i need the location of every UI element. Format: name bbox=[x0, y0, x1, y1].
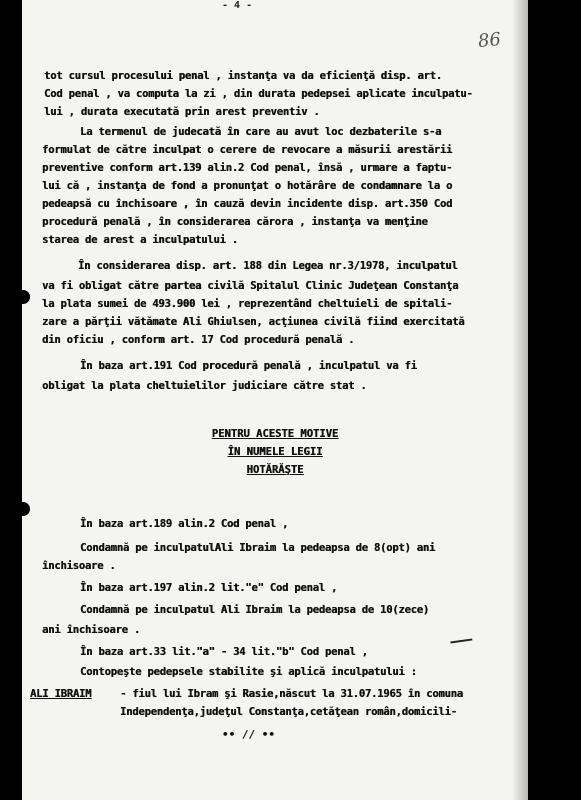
decision-line: În baza art.197 alin.2 lit."e" Cod penal , bbox=[80, 582, 338, 594]
scan-shadow bbox=[512, 0, 528, 800]
text-line: La termenul de judecată în care au avut loc dezbaterile s-a bbox=[80, 126, 442, 138]
text-line: din oficiu , conform art. 17 Cod procedură penală . bbox=[42, 334, 355, 346]
page-number: 86 bbox=[476, 28, 502, 53]
decision-line: În baza art.33 lit."a" - 34 lit."b" Cod penal , bbox=[80, 646, 368, 658]
text-line: pedeapsă cu închisoare , în cauză devin incidente disp. art.350 Cod bbox=[42, 198, 453, 210]
pen-mark bbox=[450, 633, 473, 644]
decision-line: închisoare . bbox=[42, 560, 116, 572]
text-line: zare a părţii vătămate Ali Ghiulsen, acţiunea civilă fiind exercitată bbox=[42, 316, 465, 328]
heading-name-of-law: ÎN NUMELE LEGII bbox=[227, 446, 323, 458]
punch-hole bbox=[16, 502, 30, 516]
text-line: preventive conform art.139 alin.2 Cod penal, însă , urmare a faptu- bbox=[42, 162, 453, 174]
heading-decides: HOTĂRĂŞTE bbox=[246, 464, 304, 476]
top-marks: - 4 - bbox=[222, 0, 253, 11]
document-page bbox=[22, 0, 528, 800]
text-line: formulat de către inculpat o cerere de revocare a măsurii arestării bbox=[42, 144, 453, 156]
punch-hole bbox=[16, 290, 30, 304]
text-line: lui , durata executată prin arest preventiv . bbox=[44, 106, 320, 118]
defendant-details-line: - fiul lui Ibram şi Rasie,născut la 31.07.1965 în comuna bbox=[120, 688, 463, 700]
text-line: În considerarea disp. art. 188 din Legea nr.3/1978, inculpatul bbox=[78, 260, 458, 272]
text-line: obligat la plata cheltuielilor judiciare către stat . bbox=[42, 380, 367, 392]
text-line: Cod penal , va computa la zi , din durata pedepsei aplicate inculpatu- bbox=[44, 88, 473, 100]
text-line: tot cursul procesului penal , instanţa va da eficienţă disp. art. bbox=[44, 70, 442, 82]
heading-motives: PENTRU ACESTE MOTIVE bbox=[211, 428, 339, 440]
text-line: procedură penală , în considerarea cărora , instanţa va menţine bbox=[42, 216, 428, 228]
decision-line: În baza art.189 alin.2 Cod penal , bbox=[80, 518, 289, 530]
decision-line: Contopeşte pedepsele stabilite şi aplică inculpatului : bbox=[80, 666, 417, 678]
text-line: starea de arest a inculpatului . bbox=[42, 234, 238, 246]
decision-line: Condamnă pe inculpatul Ali Ibraim la pedeapsa de 10(zece) bbox=[80, 604, 429, 616]
defendant-name-label: ALI IBRAIM bbox=[30, 688, 92, 700]
defendant-details-line: Independenţa,judeţul Constanţa,cetăţean român,domicili- bbox=[120, 706, 457, 718]
decision-line: Condamnă pe inculpatulAli Ibraim la pedeapsa de 8(opt) ani bbox=[80, 542, 436, 554]
bottom-marks: •• // •• bbox=[222, 728, 275, 741]
scan-border-left bbox=[0, 0, 22, 800]
text-line: va fi obligat către partea civilă Spitalul Clinic Judeţean Constanţa bbox=[42, 280, 459, 292]
decision-line: ani închisoare . bbox=[42, 624, 140, 636]
text-line: lui că , instanţa de fond a pronunţat o hotărâre de condamnare la o bbox=[42, 180, 453, 192]
text-line: În baza art.191 Cod procedură penală , inculpatul va fi bbox=[80, 360, 417, 372]
text-line: la plata sumei de 493.900 lei , reprezentând cheltuieli de spitali- bbox=[42, 298, 453, 310]
scan-border-right bbox=[528, 0, 581, 800]
